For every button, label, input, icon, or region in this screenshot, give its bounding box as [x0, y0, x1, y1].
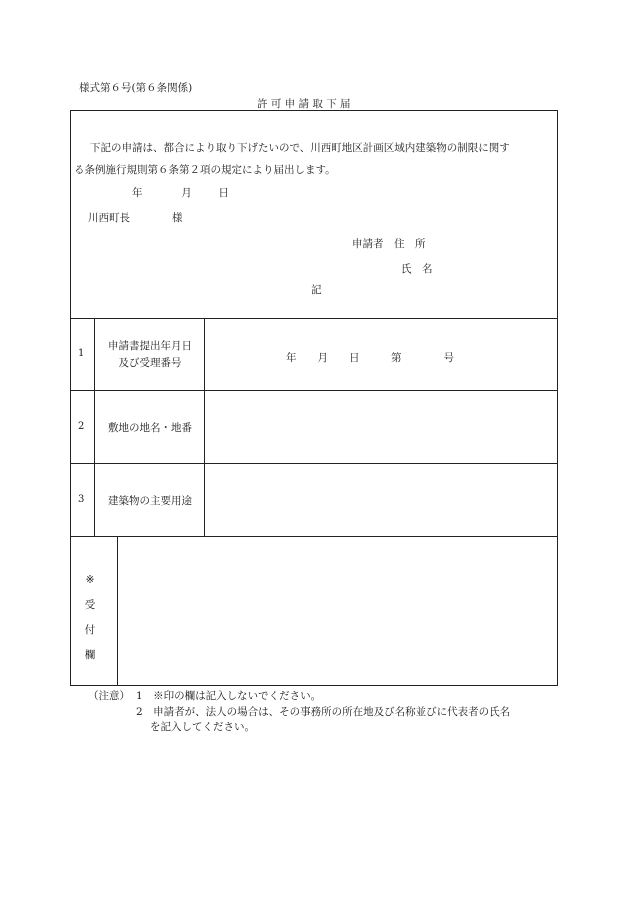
notes-heading: （注意）	[88, 690, 130, 702]
row-value-1: 年 月 日 第 号	[286, 352, 454, 364]
table-top-line	[70, 318, 558, 319]
row-divider-3	[70, 536, 558, 537]
row-label-2	[96, 420, 204, 437]
label-column-line	[204, 318, 205, 536]
row-number-3: 3	[78, 494, 85, 505]
reception-column-line	[117, 536, 118, 686]
row-number-2: 2	[78, 421, 85, 432]
number-column-line	[94, 318, 95, 536]
row-label-1	[96, 338, 204, 372]
reception-label	[80, 568, 100, 668]
note-2-line2: を記入してください。	[150, 721, 255, 733]
row-divider-1	[70, 390, 558, 391]
note-2-line1: 2 申請者が、法人の場合は、その事務所の所在地及び名称並びに代表者の氏名	[136, 706, 511, 718]
reception-char-3: 欄	[84, 649, 96, 661]
request-paragraph-line2: る条例施行規則第６条第２項の規定により届出します。	[74, 164, 336, 176]
ki-heading: 記	[311, 284, 322, 296]
row-label-1-line2: 及び受理番号	[118, 357, 182, 369]
row-label-3	[96, 493, 204, 510]
form-title: 許 可 申 請 取 下 届	[257, 98, 351, 110]
date-year: 年	[132, 187, 143, 199]
addressee: 川西町長 様	[88, 212, 183, 224]
applicant-address-label: 申請者 住 所	[352, 238, 426, 250]
row-divider-2	[70, 463, 558, 464]
applicant-name-label: 氏 名	[401, 263, 433, 275]
row-label-3-line1: 建築物の主要用途	[108, 495, 192, 507]
reception-char-2: 付	[84, 624, 96, 636]
reception-char-1: 受	[84, 599, 96, 611]
row-number-1: 1	[78, 348, 85, 359]
reception-mark: ※	[85, 574, 95, 586]
date-month: 月	[181, 187, 192, 199]
submission-date	[132, 185, 229, 200]
row-label-1-line1: 申請書提出年月日	[108, 340, 192, 352]
date-day: 日	[218, 187, 229, 199]
row-label-2-line1: 敷地の地名・地番	[108, 422, 192, 434]
form-number: 様式第６号(第６条関係)	[79, 82, 193, 94]
note-1: 1 ※印の欄は記入しないでください。	[136, 690, 322, 702]
request-paragraph-line1: 下記の申請は、都合により取り下げたいので、川西町地区計画区域内建築物の制限に関す	[90, 142, 510, 154]
